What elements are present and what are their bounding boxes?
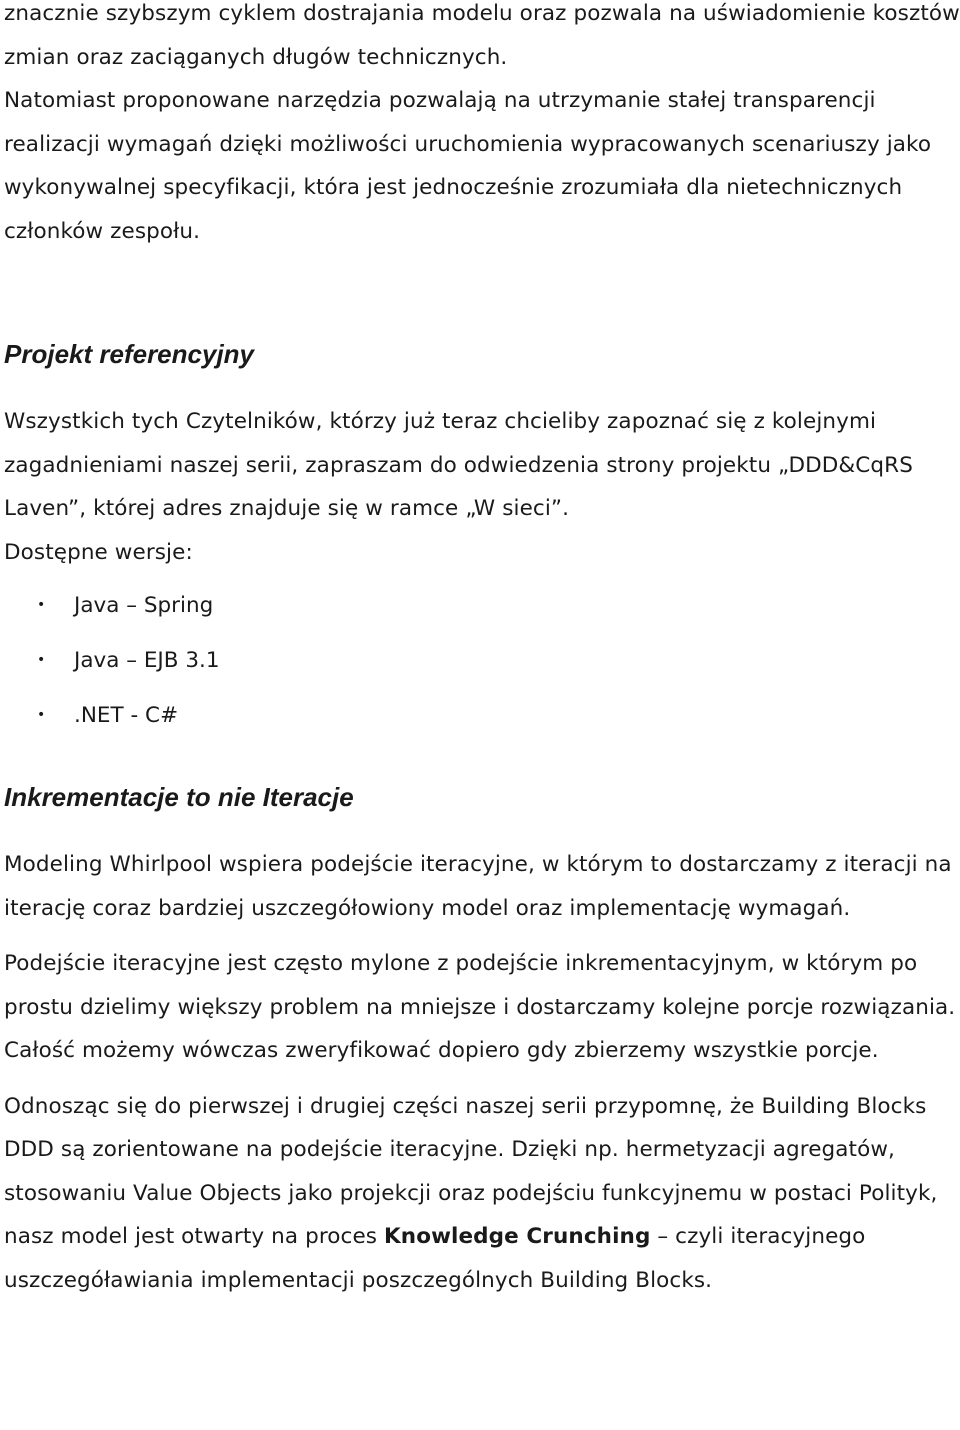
paragraph-text-start: Odnosząc się do pierwszej i drugiej części naszej serii przypomnę, że Building Blocks DDD są zorientowane na podejście iteracyjne. Dzięki np. hermetyzacji agregatów, stosowaniu Value Objects jako projekcji oraz podejściu funkcyjnemu w postaci Polityk, nasz model jest otwarty na proces [4, 1093, 938, 1249]
version-label: Java – EJB 3.1 [74, 648, 220, 673]
intro-paragraph-2: Natomiast proponowane narzędzia pozwalają na utrzymanie stałej transparencji realizacji wymagań dzięki możliwości uruchomienia wypracowanych scenariuszy jako wykonywalnej specyfikacji, która jest jednocześnie zrozumiała dla nietechnicznych członków zespołu. [4, 88, 932, 244]
list-item [4, 688, 960, 743]
document-page [4, 0, 960, 1302]
list-item [4, 578, 960, 633]
projekt-paragraph: Wszystkich tych Czytelników, którzy już teraz chcieliby zapoznać się z kolejnymi zagadnieniami naszej serii, zapraszam do odwiedzenia strony projektu „DDD&CqRS Laven”, której adres znajduje się w ramce „W sieci”. [4, 409, 913, 521]
bullet-icon: • [37, 707, 46, 723]
section-heading-projekt: Projekt referencyjny [4, 339, 255, 369]
bullet-icon: • [37, 652, 46, 668]
versions-label: Dostępne wersje: [4, 539, 193, 565]
version-label: .NET - C# [74, 703, 179, 728]
intro-paragraph-1: znacznie szybszym cyklem dostrajania modelu oraz pozwala na uświadomienie kosztów zmian oraz zaciąganych długów technicznych. [4, 1, 960, 70]
inkrementacje-paragraph-2: Podejście iteracyjne jest często mylone z podejście inkrementacyjnym, w którym po prostu dzielimy większy problem na mniejsze i dostarczamy kolejne porcje rozwiązania. Całość możemy wówczas zweryfikować dopiero gdy zbierzemy wszystkie porcje. [4, 951, 956, 1063]
section-heading-inkrementacje: Inkrementacje to nie Iteracje [4, 782, 354, 812]
paragraph-text-end: – czyli iteracyjnego uszczegóławiania implementacji poszczególnych Building Blocks. [4, 1224, 866, 1293]
version-label: Java – Spring [74, 593, 214, 618]
inkrementacje-paragraph-1: Modeling Whirlpool wspiera podejście iteracyjne, w którym to dostarczamy z iteracji na iterację coraz bardziej uszczegółowiony model oraz implementację wymagań. [4, 852, 952, 921]
knowledge-crunching-term: Knowledge Crunching [384, 1224, 651, 1249]
list-item [4, 633, 960, 688]
versions-list [4, 578, 960, 743]
inkrementacje-paragraph-3 [4, 1085, 960, 1303]
bullet-icon: • [37, 597, 46, 613]
